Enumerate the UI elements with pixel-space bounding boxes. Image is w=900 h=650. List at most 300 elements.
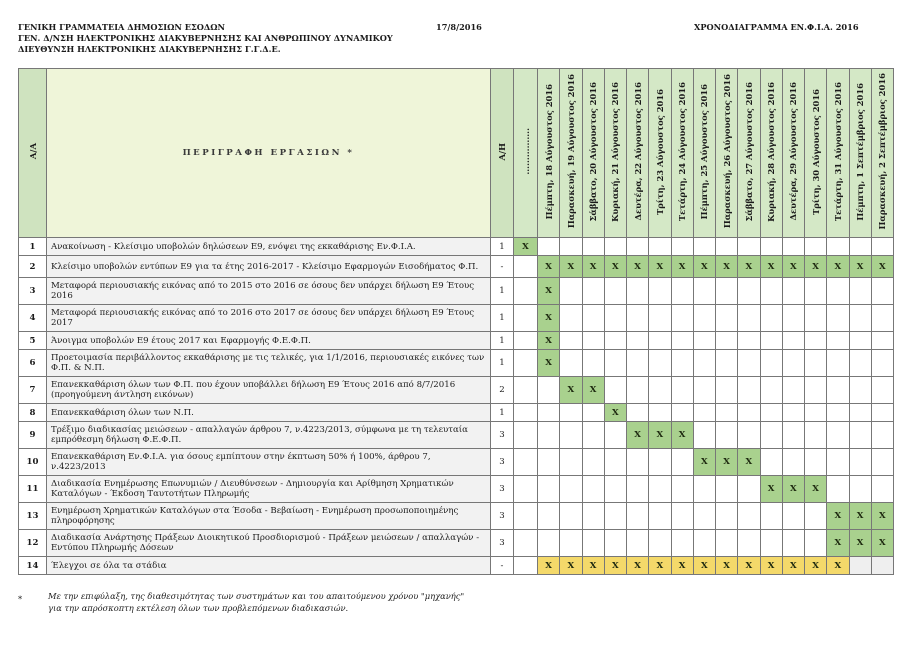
schedule-cell: X bbox=[849, 530, 871, 557]
schedule-cell bbox=[604, 476, 626, 503]
schedule-cell bbox=[849, 557, 871, 575]
schedule-cell bbox=[538, 238, 560, 256]
schedule-cell bbox=[871, 476, 893, 503]
schedule-cell: X bbox=[671, 256, 693, 278]
schedule-cell bbox=[671, 404, 693, 422]
schedule-cell: X bbox=[716, 256, 738, 278]
schedule-cell bbox=[760, 530, 782, 557]
schedule-cell bbox=[514, 530, 538, 557]
schedule-cell bbox=[716, 350, 738, 377]
schedule-cell: X bbox=[871, 503, 893, 530]
row-number: 12 bbox=[19, 530, 47, 557]
schedule-cell: X bbox=[582, 377, 604, 404]
schedule-cell bbox=[871, 332, 893, 350]
row-ah: 3 bbox=[491, 530, 514, 557]
schedule-cell bbox=[871, 449, 893, 476]
schedule-cell bbox=[514, 305, 538, 332]
schedule-cell bbox=[760, 377, 782, 404]
schedule-cell bbox=[514, 422, 538, 449]
schedule-cell bbox=[560, 422, 582, 449]
schedule-cell: X bbox=[582, 557, 604, 575]
schedule-cell bbox=[649, 305, 671, 332]
schedule-cell bbox=[627, 449, 649, 476]
schedule-cell: X bbox=[849, 256, 871, 278]
schedule-cell bbox=[693, 377, 715, 404]
schedule-cell bbox=[514, 503, 538, 530]
schedule-cell bbox=[582, 503, 604, 530]
schedule-cell bbox=[760, 278, 782, 305]
row-ah: 1 bbox=[491, 278, 514, 305]
row-ah: 3 bbox=[491, 449, 514, 476]
schedule-cell bbox=[716, 238, 738, 256]
schedule-cell: X bbox=[604, 256, 626, 278]
table-row bbox=[19, 557, 894, 575]
schedule-cell bbox=[871, 422, 893, 449]
schedule-cell bbox=[582, 530, 604, 557]
schedule-cell: X bbox=[738, 256, 760, 278]
schedule-cell bbox=[827, 377, 849, 404]
schedule-cell bbox=[671, 503, 693, 530]
schedule-cell: X bbox=[538, 557, 560, 575]
schedule-cell bbox=[627, 530, 649, 557]
row-ah: - bbox=[491, 557, 514, 575]
row-ah: 1 bbox=[491, 332, 514, 350]
header-line-2: ΓΕΝ. Δ/ΝΣΗ ΗΛΕΚΤΡΟΝΙΚΗΣ ΔΙΑΚΥΒΕΡΝΗΣΗΣ ΚΑΙ ΑΝΘΡΩΠΙΝΟΥ ΔΥΝΑΜΙΚΟΥ bbox=[18, 33, 393, 43]
schedule-cell bbox=[871, 278, 893, 305]
table-row bbox=[19, 422, 894, 449]
schedule-cell bbox=[560, 350, 582, 377]
row-description: Έλεγχοι σε όλα τα στάδια bbox=[47, 557, 491, 575]
schedule-cell bbox=[514, 476, 538, 503]
table-row bbox=[19, 503, 894, 530]
schedule-cell bbox=[827, 350, 849, 377]
table-header-row bbox=[19, 69, 894, 238]
schedule-cell bbox=[604, 422, 626, 449]
schedule-cell bbox=[716, 530, 738, 557]
col-header-ah: Α/Η bbox=[491, 69, 514, 238]
schedule-cell bbox=[782, 377, 804, 404]
schedule-cell bbox=[782, 332, 804, 350]
schedule-cell bbox=[738, 404, 760, 422]
schedule-cell bbox=[782, 278, 804, 305]
schedule-cell bbox=[582, 422, 604, 449]
schedule-cell: X bbox=[671, 422, 693, 449]
schedule-cell bbox=[514, 557, 538, 575]
schedule-cell bbox=[871, 238, 893, 256]
schedule-table bbox=[18, 68, 894, 575]
col-header-day-9: Παρασκευή, 26 Αύγουστος 2016 bbox=[716, 69, 738, 238]
col-header-day-7: Τετάρτη, 24 Αύγουστος 2016 bbox=[671, 69, 693, 238]
footnote-line-2: για την απρόσκοπτη εκτέλεση όλων των προβλεπόμενων διαδικασιών. bbox=[48, 603, 349, 613]
table-row bbox=[19, 305, 894, 332]
schedule-cell: X bbox=[582, 256, 604, 278]
row-description: Επανεκκαθάριση όλων των Ν.Π. bbox=[47, 404, 491, 422]
row-number: 2 bbox=[19, 256, 47, 278]
col-header-aa: Α/Α bbox=[19, 69, 47, 238]
schedule-cell: X bbox=[693, 557, 715, 575]
row-ah: 1 bbox=[491, 404, 514, 422]
schedule-cell bbox=[716, 278, 738, 305]
schedule-cell bbox=[716, 422, 738, 449]
schedule-cell: X bbox=[627, 557, 649, 575]
schedule-cell bbox=[760, 350, 782, 377]
schedule-cell bbox=[849, 332, 871, 350]
schedule-cell bbox=[805, 422, 827, 449]
schedule-cell: X bbox=[649, 256, 671, 278]
schedule-cell bbox=[693, 305, 715, 332]
col-header-day-4: Κυριακή, 21 Αύγουστος 2016 bbox=[604, 69, 626, 238]
schedule-cell bbox=[514, 256, 538, 278]
schedule-cell: X bbox=[627, 256, 649, 278]
row-number: 4 bbox=[19, 305, 47, 332]
schedule-cell bbox=[560, 238, 582, 256]
row-number: 10 bbox=[19, 449, 47, 476]
schedule-cell bbox=[604, 449, 626, 476]
row-ah: 3 bbox=[491, 476, 514, 503]
schedule-cell bbox=[671, 238, 693, 256]
schedule-cell: X bbox=[560, 377, 582, 404]
header-title: ΧΡΟΝΟΔΙΑΓΡΑΜΜΑ ΕΝ.Φ.Ι.Α. 2016 bbox=[694, 22, 859, 32]
schedule-cell bbox=[738, 476, 760, 503]
schedule-cell bbox=[805, 530, 827, 557]
schedule-cell bbox=[627, 305, 649, 332]
schedule-cell bbox=[871, 350, 893, 377]
header-date: 17/8/2016 bbox=[436, 22, 482, 32]
schedule-cell bbox=[693, 332, 715, 350]
row-ah: 3 bbox=[491, 422, 514, 449]
schedule-cell bbox=[671, 377, 693, 404]
schedule-cell bbox=[560, 503, 582, 530]
schedule-cell: X bbox=[871, 530, 893, 557]
schedule-cell bbox=[671, 332, 693, 350]
schedule-cell bbox=[805, 404, 827, 422]
schedule-cell: X bbox=[738, 557, 760, 575]
col-header-day-2: Παρασκευή, 19 Αύγουστος 2016 bbox=[560, 69, 582, 238]
schedule-cell bbox=[649, 449, 671, 476]
schedule-cell bbox=[560, 449, 582, 476]
row-number: 8 bbox=[19, 404, 47, 422]
row-ah: 1 bbox=[491, 350, 514, 377]
row-ah: 3 bbox=[491, 503, 514, 530]
col-header-day-12: Δευτέρα, 29 Αύγουστος 2016 bbox=[782, 69, 804, 238]
schedule-cell: X bbox=[760, 256, 782, 278]
schedule-cell bbox=[627, 476, 649, 503]
schedule-cell bbox=[738, 530, 760, 557]
header-line-1: ΓΕΝΙΚΗ ΓΡΑΜΜΑΤΕΙΑ ΔΗΜΟΣΙΩΝ ΕΣΟΔΩΝ bbox=[18, 22, 226, 32]
schedule-cell bbox=[538, 476, 560, 503]
table-row bbox=[19, 332, 894, 350]
schedule-cell: X bbox=[649, 422, 671, 449]
schedule-cell bbox=[805, 377, 827, 404]
col-header-day-8: Πέμπτη, 25 Αύγουστος 2016 bbox=[693, 69, 715, 238]
schedule-cell bbox=[760, 238, 782, 256]
table-row bbox=[19, 350, 894, 377]
schedule-cell bbox=[627, 332, 649, 350]
schedule-cell bbox=[560, 404, 582, 422]
header-line-3: ΔΙΕΥΘΥΝΣΗ ΗΛΕΚΤΡΟΝΙΚΗΣ ΔΙΑΚΥΒΕΡΝΗΣΗΣ Γ.Γ.Δ.Ε. bbox=[18, 44, 281, 54]
col-header-day-6: Τρίτη, 23 Αύγουστος 2016 bbox=[649, 69, 671, 238]
schedule-cell bbox=[716, 377, 738, 404]
schedule-cell bbox=[782, 530, 804, 557]
table-row bbox=[19, 278, 894, 305]
row-number: 14 bbox=[19, 557, 47, 575]
schedule-cell bbox=[716, 476, 738, 503]
schedule-cell: X bbox=[693, 449, 715, 476]
schedule-cell bbox=[582, 350, 604, 377]
schedule-cell bbox=[538, 404, 560, 422]
schedule-cell bbox=[738, 377, 760, 404]
schedule-cell bbox=[693, 238, 715, 256]
schedule-cell bbox=[738, 305, 760, 332]
table-row bbox=[19, 238, 894, 256]
schedule-cell bbox=[538, 422, 560, 449]
row-number: 3 bbox=[19, 278, 47, 305]
row-number: 1 bbox=[19, 238, 47, 256]
schedule-cell bbox=[760, 305, 782, 332]
schedule-cell bbox=[514, 404, 538, 422]
row-ah: 2 bbox=[491, 377, 514, 404]
schedule-cell bbox=[849, 305, 871, 332]
schedule-cell bbox=[827, 278, 849, 305]
header-organization bbox=[18, 22, 393, 55]
schedule-cell bbox=[582, 238, 604, 256]
table-body bbox=[19, 238, 894, 575]
row-description: Κλείσιμο υποβολών εντύπων Ε9 για τα έτης 2016-2017 - Κλείσιμο Εφαρμογών Εισοδήματος Φ.Π. bbox=[47, 256, 491, 278]
schedule-cell bbox=[782, 422, 804, 449]
col-header-day-10: Σάββατο, 27 Αύγουστος 2016 bbox=[738, 69, 760, 238]
schedule-cell bbox=[671, 476, 693, 503]
schedule-cell bbox=[782, 503, 804, 530]
schedule-cell bbox=[782, 305, 804, 332]
schedule-cell bbox=[627, 377, 649, 404]
schedule-cell bbox=[827, 476, 849, 503]
schedule-cell bbox=[849, 278, 871, 305]
schedule-cell: X bbox=[716, 557, 738, 575]
schedule-cell bbox=[604, 503, 626, 530]
schedule-cell bbox=[649, 278, 671, 305]
schedule-cell: X bbox=[560, 256, 582, 278]
table-row bbox=[19, 530, 894, 557]
schedule-cell: X bbox=[649, 557, 671, 575]
schedule-cell bbox=[760, 404, 782, 422]
schedule-cell bbox=[671, 530, 693, 557]
schedule-cell bbox=[560, 305, 582, 332]
schedule-cell bbox=[849, 476, 871, 503]
schedule-cell bbox=[716, 305, 738, 332]
schedule-cell bbox=[849, 404, 871, 422]
schedule-cell bbox=[693, 422, 715, 449]
footnote-line-1: Με την επιφύλαξη, της διαθεσιμότητας των συστημάτων και του απαιτούμενου χρόνου "μηχανής" bbox=[48, 591, 465, 601]
schedule-cell bbox=[849, 238, 871, 256]
row-number: 9 bbox=[19, 422, 47, 449]
row-description: Διαδικασία Ενημέρωσης Επωνυμιών / Διευθύνσεων - Δημιουργία και Αρίθμηση Χρηματικών Καταλόγων - Έκδοση Ταυτοτήτων Πληρωμής bbox=[47, 476, 491, 503]
schedule-cell bbox=[627, 404, 649, 422]
schedule-cell bbox=[805, 305, 827, 332]
row-description: Προετοιμασία περιβάλλοντος εκκαθάρισης με τις τελικές, για 1/1/2016, περιουσιακές εικόνες των Φ.Π. & Ν.Π. bbox=[47, 350, 491, 377]
col-header-day-5: Δευτέρα, 22 Αύγουστος 2016 bbox=[627, 69, 649, 238]
schedule-cell bbox=[604, 377, 626, 404]
schedule-cell: X bbox=[514, 238, 538, 256]
schedule-cell bbox=[849, 377, 871, 404]
schedule-cell bbox=[560, 476, 582, 503]
row-description: Διαδικασία Ανάρτησης Πράξεων Διοικητικού Προσδιορισμού - Πράξεων μειώσεων / απαλλαγών - Εντύπου Πληρωμής Δόσεων bbox=[47, 530, 491, 557]
schedule-cell: X bbox=[693, 256, 715, 278]
schedule-cell: X bbox=[538, 332, 560, 350]
schedule-cell bbox=[560, 332, 582, 350]
schedule-cell: X bbox=[604, 557, 626, 575]
row-description: Τρέξιμο διαδικασίας μειώσεων - απαλλαγών άρθρου 7, ν.4223/2013, σύμφωνα με τη τελευταία εμπρόθεσμη δήλωση Φ.Ε.Φ.Π. bbox=[47, 422, 491, 449]
schedule-cell: X bbox=[805, 256, 827, 278]
col-header-day-15: Πέμπτη, 1 Σεπτέμβριος 2016 bbox=[849, 69, 871, 238]
col-header-day-1: Πέμπτη, 18 Αύγουστος 2016 bbox=[538, 69, 560, 238]
schedule-cell bbox=[693, 476, 715, 503]
schedule-cell bbox=[649, 377, 671, 404]
table-row bbox=[19, 404, 894, 422]
schedule-cell bbox=[538, 530, 560, 557]
schedule-cell bbox=[805, 350, 827, 377]
table-row bbox=[19, 256, 894, 278]
schedule-cell: X bbox=[538, 350, 560, 377]
col-header-day-16: Παρασκευή, 2 Σεπτέμβριος 2016 bbox=[871, 69, 893, 238]
table-row bbox=[19, 377, 894, 404]
schedule-cell bbox=[604, 332, 626, 350]
schedule-cell bbox=[649, 350, 671, 377]
schedule-cell bbox=[693, 404, 715, 422]
schedule-cell bbox=[805, 332, 827, 350]
schedule-cell bbox=[805, 238, 827, 256]
schedule-cell bbox=[538, 377, 560, 404]
schedule-cell: X bbox=[805, 476, 827, 503]
schedule-cell: X bbox=[871, 256, 893, 278]
schedule-cell bbox=[738, 503, 760, 530]
schedule-cell: X bbox=[827, 256, 849, 278]
schedule-cell bbox=[693, 278, 715, 305]
table-row bbox=[19, 449, 894, 476]
schedule-cell bbox=[671, 305, 693, 332]
table-row bbox=[19, 476, 894, 503]
row-number: 5 bbox=[19, 332, 47, 350]
schedule-cell bbox=[716, 503, 738, 530]
schedule-cell bbox=[871, 377, 893, 404]
schedule-cell: X bbox=[738, 449, 760, 476]
schedule-cell bbox=[649, 476, 671, 503]
schedule-cell: X bbox=[827, 530, 849, 557]
schedule-cell: X bbox=[805, 557, 827, 575]
schedule-cell bbox=[604, 305, 626, 332]
schedule-cell bbox=[582, 404, 604, 422]
schedule-cell bbox=[782, 404, 804, 422]
schedule-cell bbox=[514, 278, 538, 305]
schedule-cell bbox=[627, 278, 649, 305]
schedule-cell bbox=[627, 238, 649, 256]
schedule-cell: X bbox=[760, 557, 782, 575]
schedule-cell: X bbox=[538, 256, 560, 278]
row-description: Επανεκκαθάριση Εν.Φ.Ι.Α. για όσους εμπίπτουν στην έκπτωση 50% ή 100%, άρθρου 7, ν.4223/2013 bbox=[47, 449, 491, 476]
row-description: Άνοιγμα υποβολών Ε9 έτους 2017 και Εφαρμογής Φ.Ε.Φ.Π. bbox=[47, 332, 491, 350]
schedule-cell bbox=[649, 332, 671, 350]
schedule-cell bbox=[716, 332, 738, 350]
schedule-cell: X bbox=[538, 305, 560, 332]
schedule-cell bbox=[582, 449, 604, 476]
schedule-cell bbox=[871, 404, 893, 422]
row-number: 7 bbox=[19, 377, 47, 404]
row-description: Μεταφορά περιουσιακής εικόνας από το 2015 στο 2016 σε όσους δεν υπάρχει δήλωση Ε9 Έτους 2016 bbox=[47, 278, 491, 305]
schedule-cell bbox=[782, 449, 804, 476]
schedule-cell bbox=[805, 449, 827, 476]
schedule-cell: X bbox=[849, 503, 871, 530]
row-description: Ενημέρωση Χρηματικών Καταλόγων στα Έσοδα - Βεβαίωση - Ενημέρωση προσωποποιημένης πληροφόρησης bbox=[47, 503, 491, 530]
schedule-cell bbox=[693, 350, 715, 377]
schedule-cell bbox=[782, 238, 804, 256]
col-header-dots: ................ bbox=[514, 69, 538, 238]
schedule-cell bbox=[514, 449, 538, 476]
schedule-cell bbox=[827, 422, 849, 449]
schedule-cell bbox=[582, 278, 604, 305]
schedule-cell bbox=[649, 404, 671, 422]
schedule-cell bbox=[827, 238, 849, 256]
schedule-cell bbox=[760, 422, 782, 449]
row-description: Ανακοίνωση - Κλείσιμο υποβολών δηλώσεων Ε9, ενόψει της εκκαθάρισης Εν.Φ.Ι.Α. bbox=[47, 238, 491, 256]
schedule-cell bbox=[514, 377, 538, 404]
schedule-cell bbox=[760, 449, 782, 476]
schedule-cell bbox=[849, 350, 871, 377]
schedule-cell bbox=[604, 238, 626, 256]
schedule-cell: X bbox=[782, 476, 804, 503]
schedule-cell bbox=[649, 238, 671, 256]
schedule-cell bbox=[582, 476, 604, 503]
schedule-cell bbox=[671, 449, 693, 476]
row-number: 11 bbox=[19, 476, 47, 503]
row-description: Μεταφορά περιουσιακής εικόνας από το 2016 στο 2017 σε όσους δεν υπάρχει δήλωση Ε9 Έτους 2017 bbox=[47, 305, 491, 332]
schedule-cell: X bbox=[716, 449, 738, 476]
schedule-cell: X bbox=[760, 476, 782, 503]
schedule-cell bbox=[560, 530, 582, 557]
schedule-cell bbox=[738, 332, 760, 350]
col-header-day-3: Σάββατο, 20 Αύγουστος 2016 bbox=[582, 69, 604, 238]
schedule-cell bbox=[514, 332, 538, 350]
schedule-cell bbox=[827, 404, 849, 422]
schedule-cell bbox=[604, 350, 626, 377]
schedule-cell bbox=[738, 238, 760, 256]
schedule-cell: X bbox=[604, 404, 626, 422]
schedule-cell bbox=[827, 305, 849, 332]
row-ah: 1 bbox=[491, 238, 514, 256]
col-header-day-14: Τετάρτη, 31 Αύγουστος 2016 bbox=[827, 69, 849, 238]
col-header-day-13: Τρίτη, 30 Αύγουστος 2016 bbox=[805, 69, 827, 238]
schedule-cell bbox=[604, 530, 626, 557]
schedule-cell bbox=[582, 332, 604, 350]
schedule-cell bbox=[627, 350, 649, 377]
schedule-cell bbox=[805, 503, 827, 530]
schedule-cell bbox=[827, 332, 849, 350]
col-header-description: ΠΕΡΙΓΡΑΦΗ ΕΡΓΑΣΙΩΝ * bbox=[47, 69, 491, 238]
schedule-cell bbox=[538, 449, 560, 476]
schedule-cell bbox=[514, 350, 538, 377]
row-ah: 1 bbox=[491, 305, 514, 332]
schedule-cell bbox=[782, 350, 804, 377]
row-description: Επανεκκαθάριση όλων των Φ.Π. που έχουν υποβάλλει δήλωση Ε9 Έτους 2016 από 8/7/2016 (προηγούμενη άντληση εικόνων) bbox=[47, 377, 491, 404]
schedule-cell bbox=[871, 557, 893, 575]
schedule-cell bbox=[805, 278, 827, 305]
schedule-cell bbox=[760, 332, 782, 350]
schedule-cell bbox=[716, 404, 738, 422]
row-number: 13 bbox=[19, 503, 47, 530]
schedule-cell bbox=[693, 503, 715, 530]
schedule-cell: X bbox=[782, 557, 804, 575]
schedule-cell: X bbox=[538, 278, 560, 305]
schedule-cell bbox=[627, 503, 649, 530]
schedule-cell bbox=[649, 503, 671, 530]
